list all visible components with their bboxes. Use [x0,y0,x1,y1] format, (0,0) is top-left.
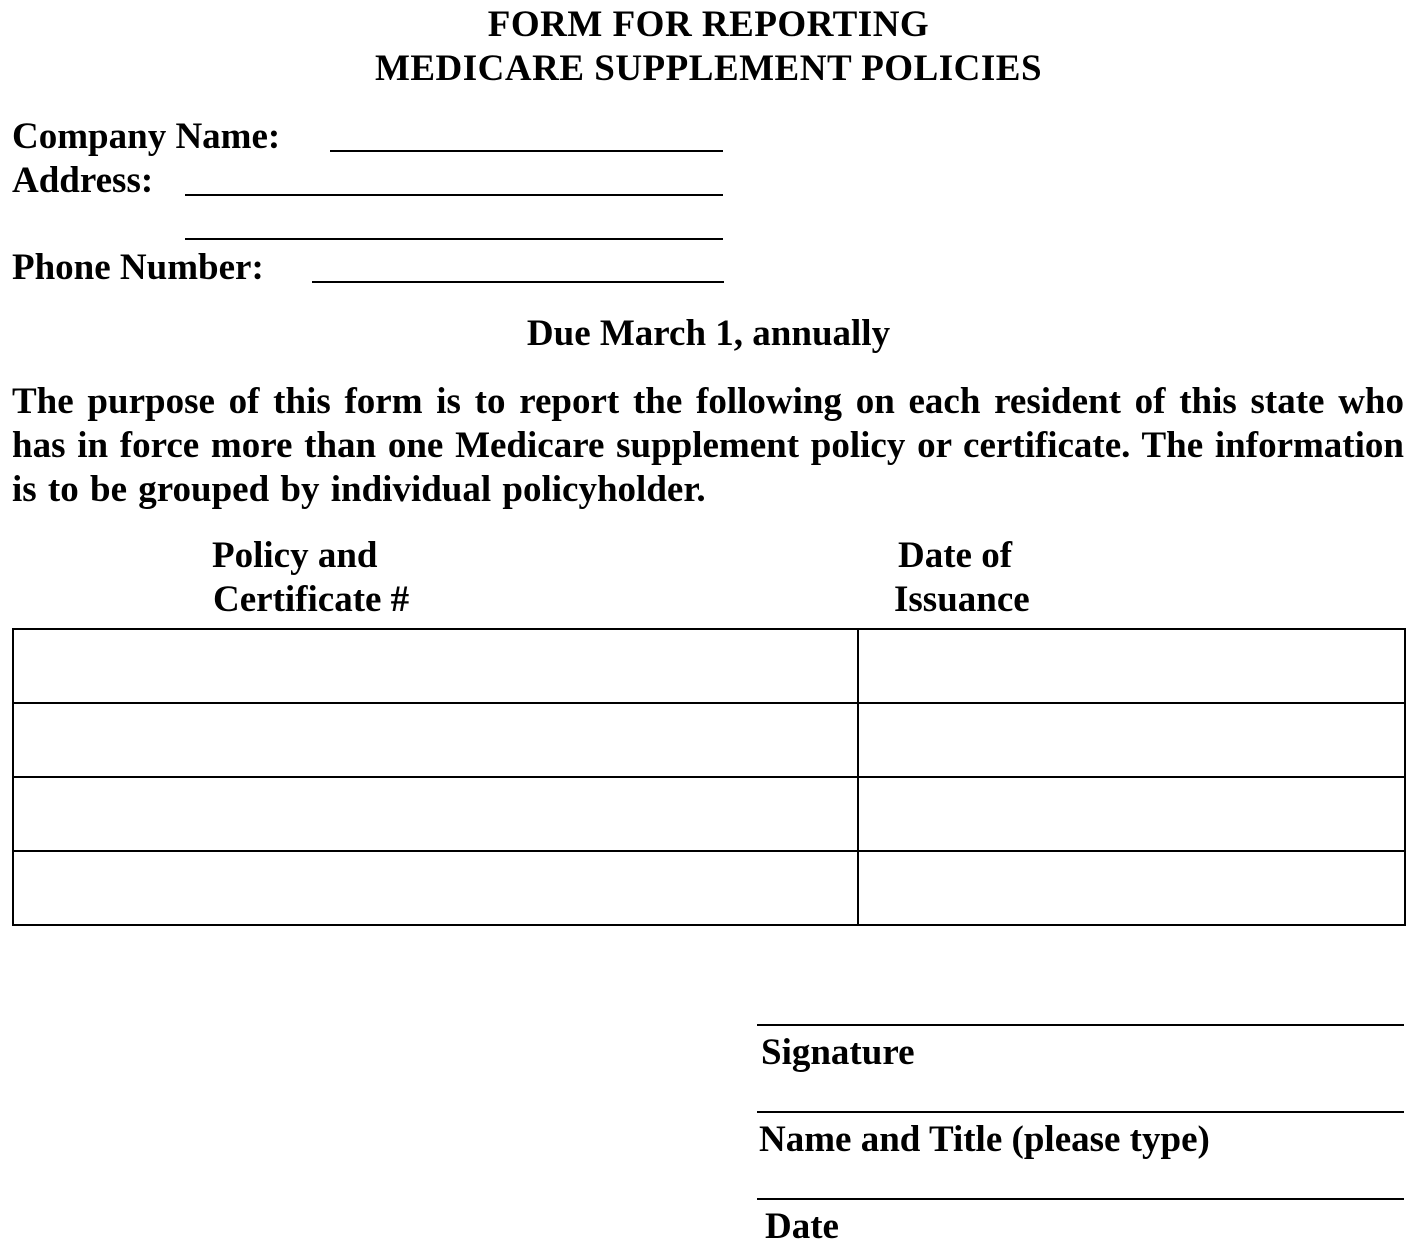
signature-label: Signature [761,1032,915,1073]
name-title-label: Name and Title (please type) [759,1119,1210,1160]
purpose-paragraph: The purpose of this form is to report the following on each resident of this state who has in force more than one Medicare supplement policy or certificate. The information is to be grouped by individual policyholder. [12,381,1404,510]
date-label: Date [765,1206,839,1247]
address-label: Address: [12,160,154,201]
date-field[interactable] [757,1198,1404,1200]
name-title-field[interactable] [757,1111,1404,1113]
policy-certificate-cell[interactable] [13,629,858,703]
phone-number-field[interactable] [312,281,724,283]
due-date-notice: Due March 1, annually [526,313,891,354]
table-row [13,777,1405,851]
form-title-line-2: MEDICARE SUPPLEMENT POLICIES [374,48,1043,89]
address-field-line-1[interactable] [185,194,723,196]
column-header-policy-line-1: Policy and [212,535,378,576]
policy-certificate-cell[interactable] [13,777,858,851]
column-header-policy-line-2: Certificate # [213,579,410,620]
date-of-issuance-cell[interactable] [858,777,1405,851]
table-row [13,629,1405,703]
policy-certificate-cell[interactable] [13,851,858,925]
table-row [13,703,1405,777]
form-title-line-1: FORM FOR REPORTING [487,4,930,45]
signature-field[interactable] [757,1024,1404,1026]
date-of-issuance-cell[interactable] [858,703,1405,777]
company-name-label: Company Name: [12,116,281,157]
address-field-line-2[interactable] [185,238,723,240]
column-header-date-line-1: Date of [898,535,1013,576]
policy-report-table [12,628,1406,926]
date-of-issuance-cell[interactable] [858,629,1405,703]
table-row [13,851,1405,925]
date-of-issuance-cell[interactable] [858,851,1405,925]
phone-number-label: Phone Number: [12,247,264,288]
policy-certificate-cell[interactable] [13,703,858,777]
column-header-date-line-2: Issuance [894,579,1030,620]
company-name-field[interactable] [330,150,723,152]
